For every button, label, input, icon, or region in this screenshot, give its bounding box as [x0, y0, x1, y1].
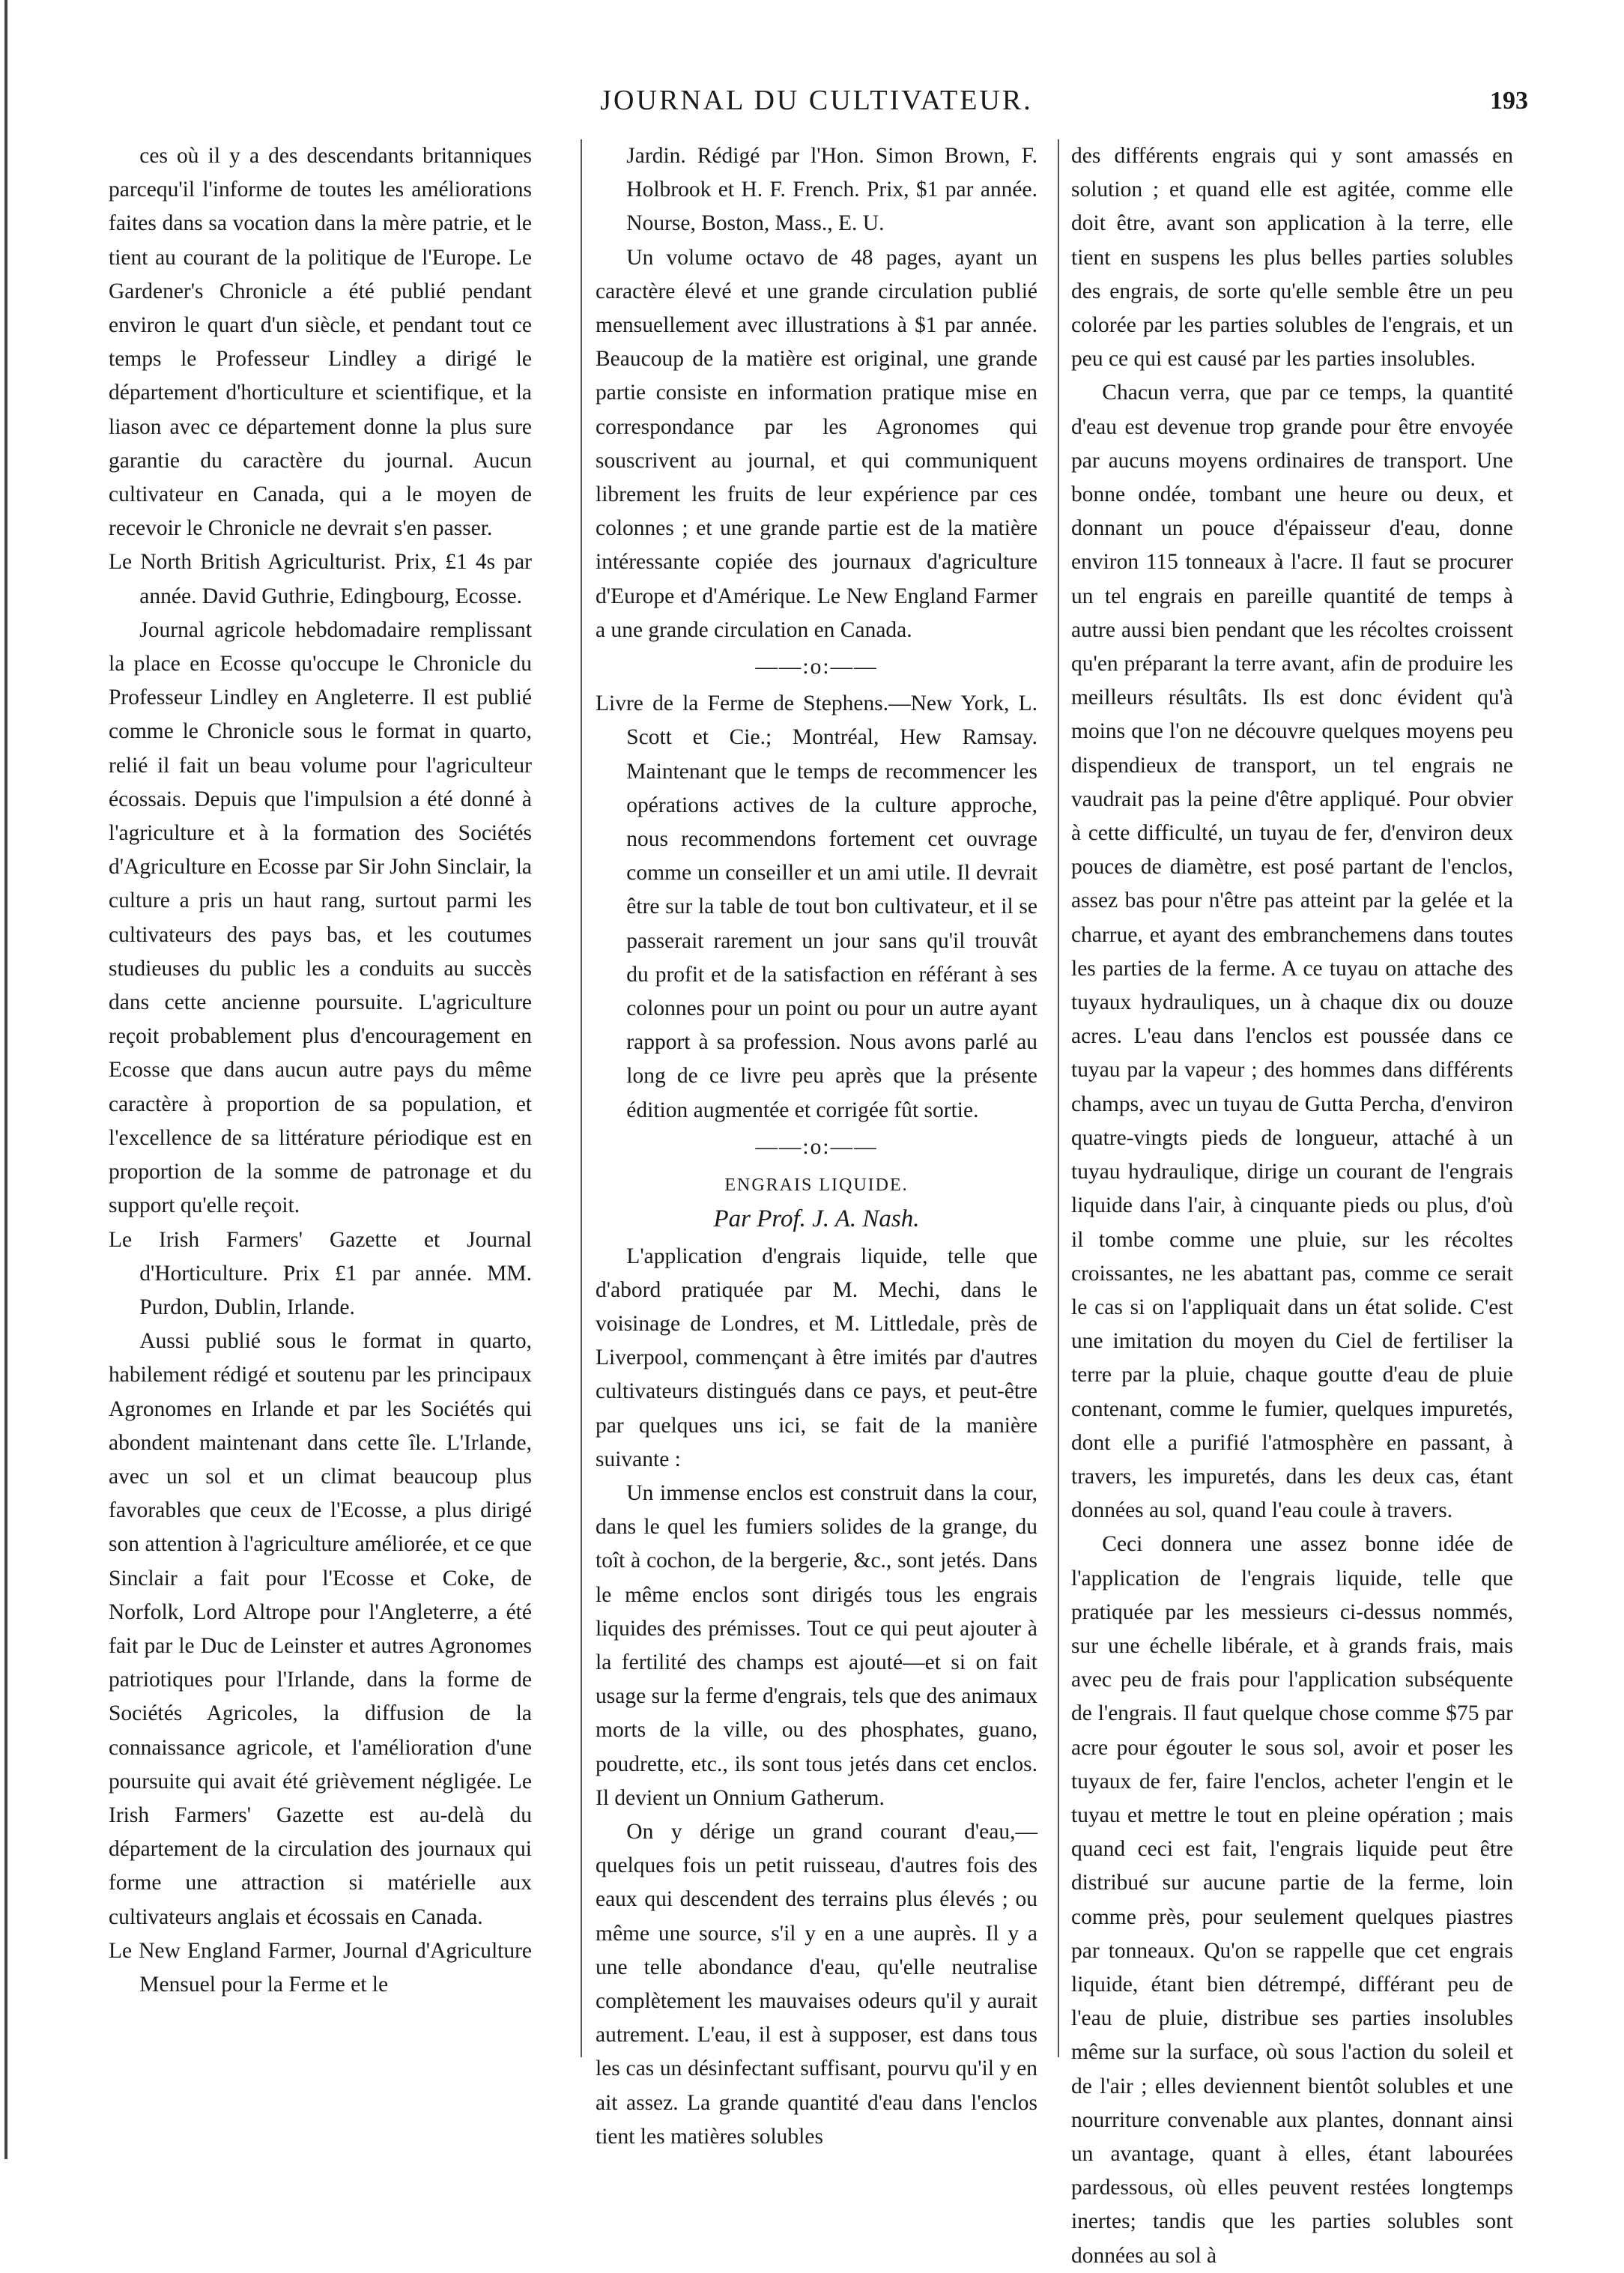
article-title: ENGRAIS LIQUIDE. [724, 1175, 909, 1196]
paragraph: Un volume octavo de 48 pages, ayant un caractère élevé et une grande circulation publié mensuellement avec illustrations à $1 par année. Beaucoup de la matière est original, une grande partie consiste en information pratique mise en correspondance par les Agronomes qui souscrivent au journal, et qui communiquent librement les fruits de leur expérience par ces colonnes ; et une grande partie est de la matière intéressante copiée des journaux d'agriculture d'Europe et d'Amérique. Le New England Farmer a une grande circulation en Canada. [596, 245, 1037, 642]
paragraph: Un immense enclos est construit dans la cour, dans le quel les fumiers solides de la grange, du toît à cochon, de la bergerie, &c., sont jetés. Dans le même enclos sont dirigés tous les engrais liquides des prémisses. Tout ce qui peut ajouter à la fertilité des champs est ajouté—et si on fait usage sur la ferme d'engrais, tels que des animaux morts de la ville, ou des phosphates, guano, poudrette, etc., ils sont tous jetés dans cet enclos. Il devient un Onnium Gatherum. [596, 1480, 1037, 1810]
journal-title: JOURNAL DU CULTIVATEUR. [600, 85, 1033, 116]
journal-entry-continued: Jardin. Rédigé par l'Hon. Simon Brown, F. Holbrook et H. F. French. Prix, $1 par année. Nourse, Boston, Mass., E. U. [626, 144, 1037, 236]
journal-entry: Le New England Farmer, Journal d'Agriculture Mensuel pour la Ferme et le [109, 1938, 532, 1997]
column-1 [109, 139, 532, 2002]
book-review: Livre de la Ferme de Stephens.—New York, L. Scott et Cie.; Montréal, Hew Ramsay. Maintenant que le temps de recommencer les opérations actives de la culture approche, nous recommendons fortement cet ouvrage comme un conseiller et un ami utile. Il devrait être sur la table de tout bon cultivateur, et il se passerait rarement un jour sans qu'il trouvât du profit et de la satisfaction en référant à ses colonnes pour un point ou pour un autre ayant rapport à sa profession. Nous avons parlé au long de ce livre peu après que la présente édition augmentée et corrigée fût sortie. [596, 691, 1037, 1122]
article-byline: Par Prof. J. A. Nash. [713, 1205, 920, 1233]
paragraph-continued: des différents engrais qui y sont amassés en solution ; et quand elle est agitée, comme elle doit être, avant son application à la terre, elle tient en suspens les plus belles parties solubles des engrais, de sorte qu'elle semble être un peu colorée par les parties solubles de l'engrais, et un peu ce qui est causé par les parties insolubles. [1071, 144, 1513, 372]
column-rule-1 [581, 139, 582, 2057]
section-separator: ——:o:—— [755, 655, 878, 680]
section-separator: ——:o:—— [755, 1134, 878, 1159]
paragraph: Chacun verra, que par ce temps, la quantité d'eau est devenue trop grande pour être envoyée par aucuns moyens ordinaires de transport. Une bonne ondée, tombant une heure ou deux, et donnant un pouce d'épaisseur d'eau, donne environ 115 tonneaux à l'acre. Il faut se procurer un tel engrais en pareille quantité de temps à autre aussi bien pendant que les récoltes croissent qu'en préparant la terre avant, afin de produire les meilleurs résultâts. Ils est donc évident qu'à moins que l'on ne découvre quelques moyens peu dispendieux de transport, un tel engrais ne vaudrait pas la peine d'être appliqué. Pour obvier à cette difficulté, un tuyau de fer, d'environ deux pouces de diamètre, est posé partant de l'enclos, assez bas pour n'être pas atteint par la gelée et la charrue, et ayant des embranchemens dans toutes les parties de la ferme. A ce tuyau on attache des tuyaux hydrauliques, un à chaque dix ou douze acres. L'eau dans l'enclos est poussée dans ce tuyau par la vapeur ; des hommes dans différents champs, avec un tuyau de Gutta Percha, d'environ quatre-vingts pieds de longueur, attaché à un tuyau hydraulique, dirige un courant de l'engrais liquide dans l'air, à cinquante pieds ou plus, d'où il tombe comme une pluie, sur les récoltes croissantes, ne les abattant pas, comme ce serait le cas si on l'appliquait dans un état solide. C'est une imitation du moyen du Ciel de fertiliser la terre par la pluie, chaque goutte d'eau de pluie contenant, comme le fumier, quelques impuretés, dont elle a purifié l'atmosphère en passant, à travers, les impuretés, dans les deux cas, étant données au sol, quand l'eau coule à travers. [1071, 381, 1513, 1523]
left-margin-rule [4, 0, 7, 2159]
paragraph: L'application d'engrais liquide, telle que d'abord pratiquée par M. Mechi, dans le voisinage de Londres, et M. Littledale, près de Liverpool, commençant à être imités par d'autres cultivateurs distingués dans ce pays, et peut-être par quelques uns ici, se fait de la manière suivante : [596, 1244, 1037, 1471]
paragraph: ces où il y a des descendants britanniques parcequ'il l'informe de toutes les améliorations faites dans sa vocation dans la mère patrie, et le tient au courant de la politique de l'Europe. Le Gardener's Chronicle a été publié pendant environ le quart d'un siècle, et pendant tout ce temps le Professeur Lindley a dirigé le département d'horticulture et scientifique, et la liason avec ce département donne la plus sure garantie du caractère du journal. Aucun cultivateur en Canada, qui a le moyen de recevoir le Chronicle ne devrait s'en passer. [109, 144, 532, 541]
column-3 [1071, 139, 1513, 2273]
page-number: 193 [1490, 87, 1528, 115]
journal-entry: Le Irish Farmers' Gazette et Journal d'Horticulture. Prix £1 par année. MM. Purdon, Dublin, Irlande. [109, 1227, 532, 1319]
paragraph: Ceci donnera une assez bonne idée de l'application de l'engrais liquide, telle que pratiquée par les messieurs ci-dessus nommés, sur une échelle libérale, et à grands frais, mais avec peu de frais pour l'application subséquente de l'engrais. Il faut quelque chose comme $75 par acre pour égouter le sous sol, avoir et poser les tuyaux de fer, faire l'enclos, acheter l'engin et le tuyau et mettre le tout en pleine opération ; mais quand ceci est fait, l'engrais liquide peut être distribué sur aucune partie de la ferme, loin comme près, pour seulement quelques piastres par tonneaux. Qu'on se rappelle que cet engrais liquide, étant bien détrempé, différant peu de l'eau de pluie, distribue ses parties insolubles même sur la surface, où sous l'action du soleil et de l'air ; elles deviennent bientôt solubles et une nourriture convenable aux plantes, donnant ainsi un avantage, quant à elles, étant labourées pardessous, où elles peuvent restées longtemps inertes; tandis que les parties solubles sont données au sol à [1071, 1532, 1513, 2268]
column-rule-2 [1058, 139, 1059, 2057]
page-header [105, 81, 1528, 118]
paragraph: On y dérige un grand courant d'eau,—quelques fois un petit ruisseau, d'autres fois des eaux qui descendent des terrains plus élevés ; ou même une source, s'il y en a une auprès. Il y a une telle abondance d'eau, qu'elle neutralise complètement les mauvaises odeurs qu'il y aurait autrement. L'eau, il est à supposer, est dans tous les cas un désinfectant suffisant, pourvu qu'il y en ait assez. La grande quantité d'eau dans l'enclos tient les matières solubles [596, 1819, 1037, 2149]
paragraph: Journal agricole hebdomadaire remplissant la place en Ecosse qu'occupe le Chronicle du Professeur Lindley en Angleterre. Il est publié comme le Chronicle sous le format in quarto, relié il fait un beau volume pour l'agriculteur écossais. Depuis que l'impulsion a été donné à l'agriculture et à la formation des Sociétés d'Agriculture en Ecosse par Sir John Sinclair, la culture a pris un haut rang, surtout parmi les cultivateurs des pays bas, et les coutumes studieuses du public les a conduits au succès dans cette ancienne poursuite. L'agriculture reçoit probablement plus d'encouragement en Ecosse que dans aucun autre pays du même caractère à proportion de sa population, et l'excellence de sa littérature périodique est en proportion de la somme de patronage et du support qu'elle reçoit. [109, 617, 532, 1218]
paragraph: Aussi publié sous le format in quarto, habilement rédigé et soutenu par les principaux Agronomes en Irlande et par les Sociétés qui abondent maintenant dans cette île. L'Irlande, avec un sol et un climat beaucoup plus favorables que ceux de l'Ecosse, a plus dirigé son attention à l'agriculture améliorée, et ce que Sinclair a fait pour l'Ecosse et Coke, de Norfolk, Lord Altrope pour l'Angleterre, a été fait par le Duc de Leinster et autres Agronomes patriotiques pour l'Irlande, dans la forme de Sociétés Agricoles, la diffusion de la connaissance agricole, et l'amélioration d'une poursuite qui avait été grièvement négligée. Le Irish Farmers' Gazette est au-delà du département de la circulation des journaux qui forme une attraction si matérielle aux cultivateurs anglais et écossais en Canada. [109, 1329, 532, 1929]
journal-entry: Le North British Agriculturist. Prix, £1 4s par année. David Guthrie, Edingbourg, Ecosse. [109, 550, 532, 608]
column-2 [596, 139, 1037, 2154]
